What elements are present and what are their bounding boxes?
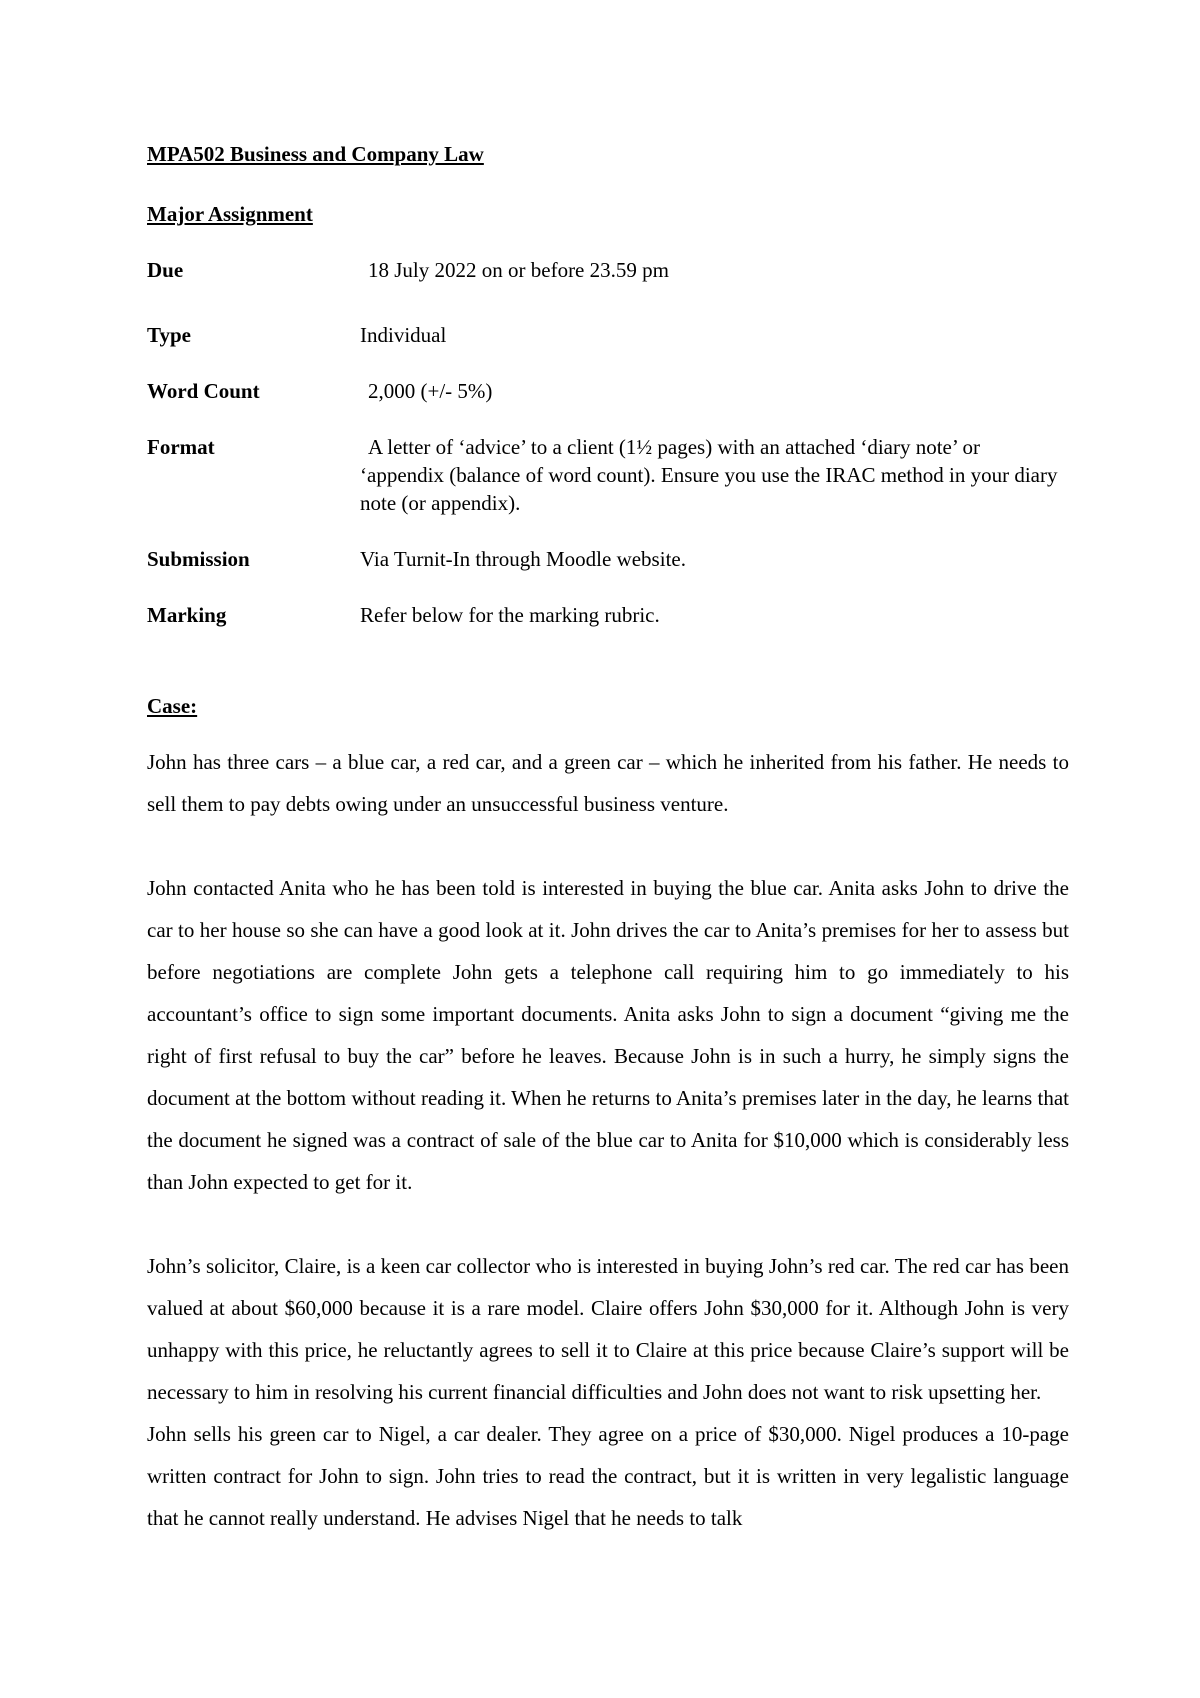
document-title: MPA502 Business and Company Law xyxy=(147,142,484,166)
detail-label: Type xyxy=(147,323,191,347)
detail-row-word-count xyxy=(147,377,1069,405)
detail-value: 18 July 2022 on or before 23.59 pm xyxy=(368,258,669,282)
case-paragraph: John has three cars – a blue car, a red car, and a green car – which he inherited from his father. He needs to sell them to pay debts owing under an unsuccessful business venture. xyxy=(147,750,1069,816)
detail-label: Submission xyxy=(147,547,250,571)
detail-row-type xyxy=(147,321,1069,349)
document-page xyxy=(147,140,1069,1539)
detail-value: Refer below for the marking rubric. xyxy=(360,603,660,627)
detail-value: 2,000 (+/- 5%) xyxy=(368,379,493,403)
detail-row-format xyxy=(147,433,1069,517)
case-paragraph: John’s solicitor, Claire, is a keen car collector who is interested in buying John’s red car. The red car has been valued at about $60,000 because it is a rare model. Claire offers John $30,000 for it. Although John is very unhappy with this price, he reluctantly agrees to sell it to Claire at this price because Claire’s support will be necessary to him in resolving his current financial difficulties and John does not want to risk upsetting her. xyxy=(147,1254,1069,1404)
detail-label: Marking xyxy=(147,603,227,627)
detail-value: Via Turnit-In through Moodle website. xyxy=(360,547,686,571)
detail-value: A letter of ‘advice’ to a client (1½ pages) with an attached ‘diary note’ or ‘appendix (balance of word count). Ensure you use the IRAC method in your diary note (or appendix). xyxy=(360,435,1058,515)
detail-row-submission xyxy=(147,545,1069,573)
detail-row-marking xyxy=(147,601,1069,629)
case-heading: Case: xyxy=(147,694,198,718)
detail-label: Format xyxy=(147,435,215,459)
detail-value: Individual xyxy=(360,323,447,347)
case-paragraph: John sells his green car to Nigel, a car dealer. They agree on a price of $30,000. Nigel produces a 10-page written contract for John to sign. John tries to read the contract, but it is written in very legalistic language that he cannot really understand. He advises Nigel that he needs to talk xyxy=(147,1422,1069,1530)
detail-label: Due xyxy=(147,258,184,282)
case-paragraph: John contacted Anita who he has been told is interested in buying the blue car. Anita asks John to drive the car to her house so she can have a good look at it. John drives the car to Anita’s premises for her to assess but before negotiations are complete John gets a telephone call requiring him to go immediately to his accountant’s office to sign some important documents. Anita asks John to sign a document “giving me the right of first refusal to buy the car” before he leaves. Because John is in such a hurry, he simply signs the document at the bottom without reading it. When he returns to Anita’s premises later in the day, he learns that the document he signed was a contract of sale of the blue car to Anita for $10,000 which is considerably less than John expected to get for it. xyxy=(147,876,1069,1194)
detail-row-due xyxy=(147,256,1069,284)
document-subtitle: Major Assignment xyxy=(147,202,313,226)
detail-label: Word Count xyxy=(147,379,260,403)
